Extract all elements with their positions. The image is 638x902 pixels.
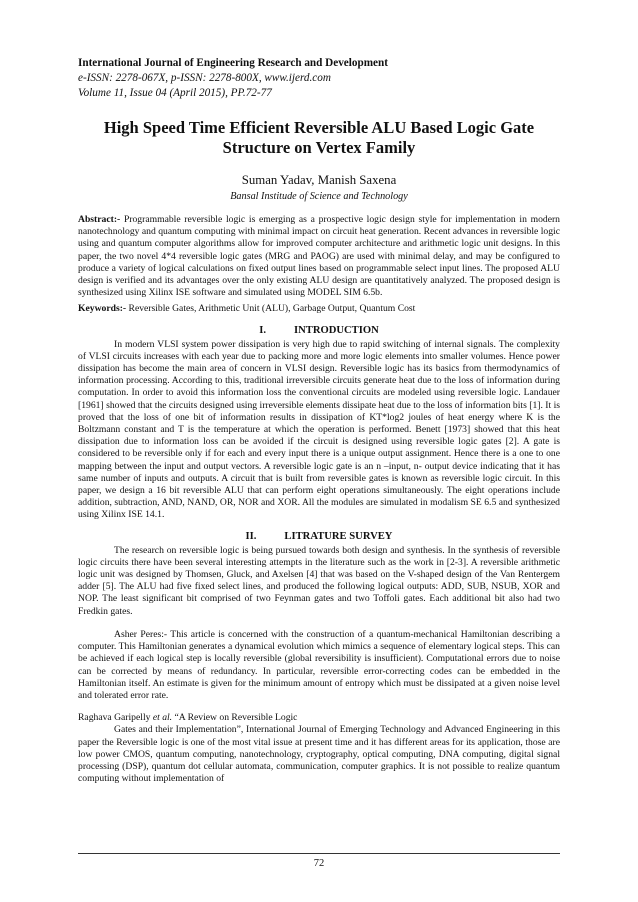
section-heading-introduction [78,324,560,337]
literature-paragraph-2: Asher Peres:- This article is concerned with the construction of a quantum-mechanical Hamiltonian describing a computer. This Hamiltonian generates a dynamical evolution which mimics a sequence of elementary logical steps. This can be achieved if each logical step is locally reversible (global reversibility is insufficient). Computational errors due to noise can be corrected by means of redundancy. In particular, reversible error-correcting codes can be embedded in the Hamiltonian itself. An estimate is given for the minimum amount of entropy which must be dissipated at a given noise level and tolerated error rate. [78,628,560,701]
journal-volume: Volume 11, Issue 04 (April 2015), PP.72-77 [78,87,272,99]
paper-authors: Suman Yadav, Manish Saxena [241,173,397,187]
keywords [78,303,560,315]
paper-title: High Speed Time Efficient Reversible ALU Based Logic Gate Structure on Vertex Family [103,118,535,157]
abstract-label: Abstract:- [78,214,121,225]
paper-affiliation: Bansal Institude of Science and Technology [230,191,408,202]
section-title: LITRATURE SURVEY [284,530,393,542]
keywords-label: Keywords:- [78,303,127,315]
paper-page [78,56,560,785]
literature-paragraph-3: Gates and their Implementation”, International Journal of Emerging Technology and Advanced Engineering in this paper the Reversible logic is one of the most vital issue at present time and it has different areas for its application, those are low power CMOS, quantum computing, nanotechnology, cryptography, optical computing, DNA computing, digital signal processing (DSP), quantum dot cellular automata, communication, computer graphics. It is not possible to realize quantum computing without implementation of [78,724,560,785]
reference-title: “A Review on Reversible Logic [172,712,298,724]
abstract-text: Programmable reversible logic is emerging as a prospective logic design style for implementation in modern nanotechnology and quantum computing with minimal impact on circuit heat generation. Recent advances in reversible logic using and quantum computer algorithms allow for improved computer architecture and arithmetic logic unit designs. In this paper, the two novel 4*4 reversible logic gates (MRG and PAOG) are used with minimal delay, and may be configured to produce a variety of logical calculations on fixed output lines based on programmable select input lines. The proposed ALU design is verified and its advantages over the only existing ALU design are quantitatively analyzed. The proposed design is synthesized using Xilinx ISE software and simulated using MODEL SIM 6.5b. [78,214,560,299]
journal-issn: e-ISSN: 2278-067X, p-ISSN: 2278-800X, www.ijerd.com [78,72,331,84]
footer-rule [78,853,560,854]
keywords-text: Reversible Gates, Arithmetic Unit (ALU), Garbage Output, Quantum Cost [126,303,416,315]
reference-line [78,712,560,724]
literature-paragraph-1: The research on reversible logic is being pursued towards both design and synthesis. In the synthesis of reversible logic circuits there have been several interesting attempts in the literature such as the work in [2-3]. A reversible arithmetic logic unit was designed by Thomsen, Gluck, and Axelsen [4] that was based on the V-shaped design of the Van Rentergem adder [5]. The ALU had five fixed select lines, and produced the following logical outputs: ADD, SUB, NSUB, XOR and NOP. The least significant bit comprised of two Feynman gates and two Toffoli gates. Each additional bit also had two Fredkin gates. [78,544,560,617]
journal-name: International Journal of Engineering Research and Development [78,57,388,69]
abstract [78,214,560,299]
section-number: II. [245,530,257,542]
section-heading-literature [78,530,560,543]
introduction-paragraph: In modern VLSI system power dissipation is very high due to rapid switching of internal signals. The complexity of VLSI circuits increases with each year due to packing more and more logic elements into smaller volumes. Hence power dissipation has become the main area of concern in VLSI design. Reversible logic has its basics from thermodynamics of information processing. According to this, traditional irreversible circuits generate heat due to the loss of information during computation. In order to avoid this information loss the conventional circuits are modeled using reversible logic. Landauer [1961] showed that the circuits designed using irreversible elements dissipate heat due to the loss of information bits [1]. It is proved that the loss of one bit of information results in dissipation of KT*log2 joules of heat energy where K is the Boltzmann constant and T is the temperature at which the operation is performed. Benett [1973] showed that this heat dissipation due to information loss can be avoided if the circuit is designed using reversible logic gates [2]. A gate is considered to be reversible only if for each and every input there is a unique output assignment. Hence there is a one to one mapping between the input and output vectors. A reversible logic gate is an n –input, n- output device indicating that it has same number of inputs and outputs. A circuit that is built from reversible gates is known as reversible logic circuit. In this paper, we design a 16 bit reversible ALU that can perform eight operations simultaneously. The eight operations include addition, subtraction, AND, NAND, OR, NOR and XOR. All the modules are simulated in modalism SE 6.5 and synthesized using Xilinx ISE 14.1. [78,338,560,521]
page-number: 72 [313,858,325,869]
journal-header [78,56,560,101]
section-number: I. [259,324,266,336]
reference-author: Raghava Garipelly [78,712,153,724]
section-title: INTRODUCTION [294,324,379,336]
reference-etal: et al. [152,712,173,724]
